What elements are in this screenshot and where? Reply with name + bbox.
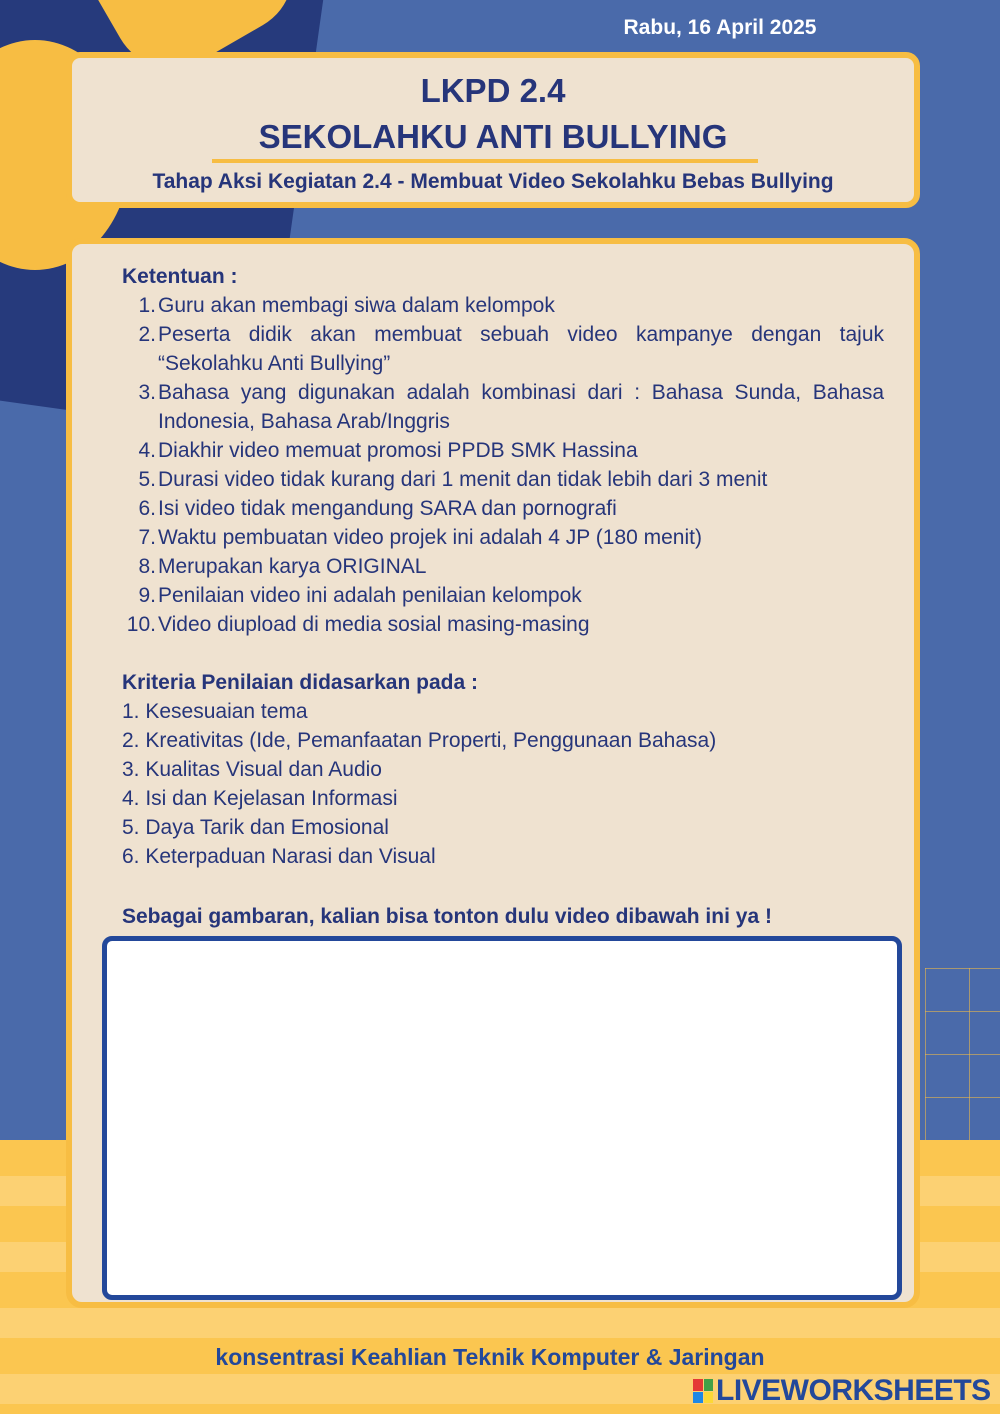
rule-text: Video diupload di media sosial masing-masing: [158, 613, 590, 636]
rule-item: [122, 320, 884, 378]
rule-number: 10.: [126, 613, 156, 636]
page-title: SEKOLAHKU ANTI BULLYING: [258, 118, 728, 155]
date-label: Rabu, 16 April 2025: [623, 16, 817, 39]
worksheet-code: LKPD 2.4: [420, 72, 566, 109]
rules-list: [122, 291, 884, 639]
liveworksheets-icon: [693, 1379, 713, 1403]
rule-item: [122, 291, 884, 320]
rule-number: 3.: [138, 381, 156, 404]
rule-number: 9.: [138, 584, 156, 607]
rule-text: Isi video tidak mengandung SARA dan pornografi: [158, 497, 617, 520]
criteria-item: 4. Isi dan Kejelasan Informasi: [122, 787, 398, 810]
criteria-item: 3. Kualitas Visual dan Audio: [122, 758, 382, 781]
criteria-list: [122, 697, 884, 871]
liveworksheets-logo[interactable]: [693, 1374, 991, 1408]
logo-square-blue: [693, 1392, 703, 1404]
criteria-heading: Kriteria Penilaian didasarkan pada :: [122, 671, 478, 694]
logo-square-green: [704, 1379, 714, 1391]
rule-text: Penilaian video ini adalah penilaian kelompok: [158, 584, 582, 607]
rule-number: 4.: [138, 439, 156, 462]
rule-item: [122, 465, 884, 494]
rule-number: 5.: [138, 468, 156, 491]
logo-text: LIVEWORKSHEETS: [716, 1374, 991, 1407]
logo-square-red: [693, 1379, 703, 1391]
rule-text: Diakhir video memuat promosi PPDB SMK Hassina: [158, 439, 638, 462]
criteria-item: 1. Kesesuaian tema: [122, 700, 308, 723]
rule-item: [122, 581, 884, 610]
video-intro-text: Sebagai gambaran, kalian bisa tonton dulu video dibawah ini ya !: [122, 905, 772, 928]
rule-number: 2.: [138, 323, 156, 346]
rule-text: Bahasa yang digunakan adalah kombinasi dari : Bahasa Sunda, Bahasa Indonesia, Bahasa Arab/Inggris: [158, 381, 884, 433]
rule-item: [122, 610, 884, 639]
rule-item: [122, 523, 884, 552]
header-card: [66, 52, 920, 208]
criteria-item: 6. Keterpaduan Narasi dan Visual: [122, 845, 436, 868]
rule-text: Merupakan karya ORIGINAL: [158, 555, 427, 578]
rule-number: 8.: [138, 555, 156, 578]
rule-item: [122, 436, 884, 465]
rule-item: [122, 378, 884, 436]
rules-heading: Ketentuan :: [122, 265, 238, 288]
footer-text: konsentrasi Keahlian Teknik Komputer & Jaringan: [215, 1344, 765, 1370]
decorative-grid: [925, 968, 1000, 1140]
rule-number: 7.: [138, 526, 156, 549]
rule-item: [122, 494, 884, 523]
logo-square-yellow: [704, 1392, 714, 1404]
rule-number: 1.: [138, 294, 156, 317]
rule-item: [122, 552, 884, 581]
rule-number: 6.: [138, 497, 156, 520]
video-player-frame[interactable]: [102, 936, 902, 1300]
criteria-item: 5. Daya Tarik dan Emosional: [122, 816, 389, 839]
rule-text: Durasi video tidak kurang dari 1 menit dan tidak lebih dari 3 menit: [158, 468, 768, 491]
rule-text: Guru akan membagi siwa dalam kelompok: [158, 294, 555, 317]
criteria-item: 2. Kreativitas (Ide, Pemanfaatan Properti, Penggunaan Bahasa): [122, 729, 717, 752]
rule-text: Peserta didik akan membuat sebuah video kampanye dengan tajuk “Sekolahku Anti Bullying”: [158, 323, 884, 375]
title-underline: [212, 159, 758, 163]
page-subtitle: Tahap Aksi Kegiatan 2.4 - Membuat Video Sekolahku Bebas Bullying: [152, 170, 834, 193]
rule-text: Waktu pembuatan video projek ini adalah 4 JP (180 menit): [158, 526, 702, 549]
